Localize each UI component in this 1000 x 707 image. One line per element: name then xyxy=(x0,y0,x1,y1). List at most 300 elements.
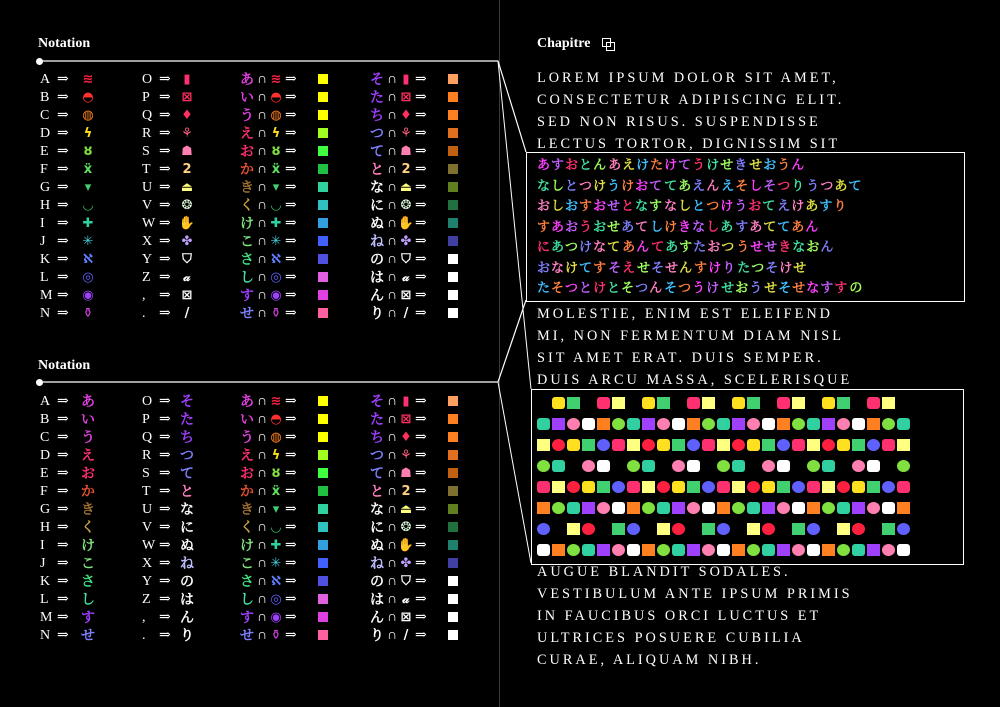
glyph-icon: ȣ xyxy=(271,144,281,159)
letter-label: T xyxy=(142,484,151,499)
kana-label: い xyxy=(240,90,254,106)
arrow-symbol: ⇒ xyxy=(57,72,69,87)
letter-label: N xyxy=(40,628,51,643)
lorem-line: CONSECTETUR ADIPISCING ELIT. xyxy=(537,92,845,108)
arrow-symbol: ⇒ xyxy=(415,448,427,463)
letter-label: W xyxy=(142,538,156,553)
letter-label: F xyxy=(40,162,48,177)
kana-label: く xyxy=(240,520,254,536)
arrow-symbol: ⇒ xyxy=(285,216,297,231)
glyph-icon: ▾ xyxy=(272,180,280,195)
section-title-2: Notation xyxy=(38,358,91,373)
kana-label: と xyxy=(370,162,384,178)
kana-label: と xyxy=(180,484,194,500)
arrow-symbol: ⇒ xyxy=(57,90,69,105)
arrow-symbol: ⇒ xyxy=(415,520,427,535)
letter-label: J xyxy=(40,556,46,571)
arrow-symbol: ⇒ xyxy=(159,394,171,409)
kana-line: おなけてす そえ せそせん すけり たつそけせ xyxy=(537,260,807,276)
arrow-symbol: ⇒ xyxy=(57,394,69,409)
glyph-icon: ⚘ xyxy=(400,126,412,141)
letter-label: S xyxy=(142,466,150,481)
cap-symbol: ∩ xyxy=(387,108,398,123)
kana-label: つ xyxy=(370,448,384,464)
glyph-icon: ♦ xyxy=(181,108,193,123)
glyph-icon: 2 xyxy=(401,162,411,177)
kana-label: う xyxy=(240,108,254,124)
kana-label: た xyxy=(180,412,194,428)
letter-label: G xyxy=(40,502,51,517)
lorem-line: MOLESTIE, ENIM EST ELEIFEND xyxy=(537,306,833,322)
glyph-icon: ✚ xyxy=(270,538,282,553)
cap-symbol: ∩ xyxy=(257,502,268,517)
arrow-symbol: ⇒ xyxy=(159,574,171,589)
glyph-icon: 𝒶 xyxy=(402,592,410,607)
glyph-icon: ⊠ xyxy=(400,412,412,427)
kana-label: は xyxy=(180,592,194,608)
glyph-icon: ❂ xyxy=(400,520,412,535)
cap-symbol: ∩ xyxy=(257,448,268,463)
kana-label: お xyxy=(81,466,95,482)
arrow-symbol: ⇒ xyxy=(285,288,297,303)
cap-symbol: ∩ xyxy=(257,252,268,267)
cap-symbol: ∩ xyxy=(387,502,398,517)
letter-label: K xyxy=(40,574,51,589)
letter-label: I xyxy=(40,216,45,231)
kana-label: そ xyxy=(370,394,384,410)
letter-label: Y xyxy=(142,252,153,267)
cap-symbol: ∩ xyxy=(387,270,398,285)
arrow-symbol: ⇒ xyxy=(57,466,69,481)
glyph-icon: ✤ xyxy=(400,234,412,249)
glyph-icon: ☗ xyxy=(400,144,412,159)
cap-symbol: ∩ xyxy=(387,72,398,87)
arrow-symbol: ⇒ xyxy=(285,628,297,643)
letter-label: D xyxy=(40,448,51,463)
arrow-symbol: ⇒ xyxy=(285,592,297,607)
glyph-icon: ϟ xyxy=(271,126,281,141)
letter-label: V xyxy=(142,198,153,213)
arrow-symbol: ⇒ xyxy=(415,144,427,159)
arrow-symbol: ⇒ xyxy=(159,592,171,607)
kana-label: え xyxy=(81,448,95,464)
glyph-icon: ⊠ xyxy=(400,610,412,625)
letter-label: E xyxy=(40,144,49,159)
arrow-symbol: ⇒ xyxy=(159,502,171,517)
arrow-symbol: ⇒ xyxy=(285,126,297,141)
lorem-line: SED NON RISUS. SUSPENDISSE xyxy=(537,114,821,130)
kana-label: と xyxy=(370,484,384,500)
glyph-icon: / xyxy=(184,306,190,321)
letter-label: P xyxy=(142,412,150,427)
arrow-symbol: ⇒ xyxy=(415,466,427,481)
glyph-icon: ⊠ xyxy=(181,288,193,303)
glyph-icon: ẍ xyxy=(271,484,281,499)
glyph-icon: ◉ xyxy=(270,610,282,625)
cap-symbol: ∩ xyxy=(387,610,398,625)
kana-label: の xyxy=(370,574,384,590)
kana-label: は xyxy=(370,592,384,608)
arrow-symbol: ⇒ xyxy=(285,72,297,87)
cap-symbol: ∩ xyxy=(387,198,398,213)
glyph-icon: ◎ xyxy=(82,270,94,285)
arrow-symbol: ⇒ xyxy=(57,180,69,195)
arrow-symbol: ⇒ xyxy=(57,162,69,177)
cap-symbol: ∩ xyxy=(387,538,398,553)
arrow-symbol: ⇒ xyxy=(159,72,171,87)
cap-symbol: ∩ xyxy=(257,556,268,571)
arrow-symbol: ⇒ xyxy=(57,144,69,159)
arrow-symbol: ⇒ xyxy=(57,484,69,499)
kana-line: なしとつけうけおて てあえん えそしそつり うつあて xyxy=(537,178,862,194)
arrow-symbol: ⇒ xyxy=(285,252,297,267)
kana-label: い xyxy=(240,412,254,428)
arrow-symbol: ⇒ xyxy=(57,306,69,321)
kana-label: な xyxy=(180,502,194,518)
kana-label: く xyxy=(81,520,95,536)
kana-label: ぬ xyxy=(370,216,384,232)
arrow-symbol: ⇒ xyxy=(159,234,171,249)
kana-label: か xyxy=(240,162,254,178)
letter-label: . xyxy=(142,306,146,321)
letter-label: O xyxy=(142,72,153,87)
arrow-symbol: ⇒ xyxy=(285,144,297,159)
glyph-icon: ◎ xyxy=(270,592,282,607)
glyph-icon: ❂ xyxy=(181,198,193,213)
letter-label: , xyxy=(142,288,146,303)
arrow-symbol: ⇒ xyxy=(285,574,297,589)
letter-label: T xyxy=(142,162,151,177)
arrow-symbol: ⇒ xyxy=(415,412,427,427)
glyph-icon: ⊠ xyxy=(400,90,412,105)
kana-label: く xyxy=(240,198,254,214)
chapter-title: Chapitre xyxy=(537,36,591,51)
arrow-symbol: ⇒ xyxy=(57,198,69,213)
cap-symbol: ∩ xyxy=(387,288,398,303)
glyph-icon: ✳ xyxy=(270,556,282,571)
letter-label: N xyxy=(40,306,51,321)
arrow-symbol: ⇒ xyxy=(57,252,69,267)
letter-label: Z xyxy=(142,592,151,607)
arrow-symbol: ⇒ xyxy=(159,306,171,321)
cap-symbol: ∩ xyxy=(257,126,268,141)
glyph-icon: ȣ xyxy=(271,466,281,481)
arrow-symbol: ⇒ xyxy=(415,288,427,303)
glyph-icon: ⏏ xyxy=(399,180,413,195)
arrow-symbol: ⇒ xyxy=(57,592,69,607)
kana-label: ち xyxy=(370,430,384,446)
kana-line: たそつとけとそつん そつうけ せおう せそせなすす の xyxy=(537,281,863,296)
letter-label: C xyxy=(40,430,50,445)
glyph-icon: ▮ xyxy=(183,72,191,87)
kana-label: そ xyxy=(370,72,384,88)
arrow-symbol: ⇒ xyxy=(57,574,69,589)
arrow-symbol: ⇒ xyxy=(57,126,69,141)
arrow-symbol: ⇒ xyxy=(159,288,171,303)
kana-label: に xyxy=(370,198,384,214)
arrow-symbol: ⇒ xyxy=(159,180,171,195)
glyph-icon: ✋ xyxy=(397,538,415,553)
kana-label: い xyxy=(81,412,95,428)
glyph-icon: ◓ xyxy=(270,90,282,105)
arrow-symbol: ⇒ xyxy=(159,216,171,231)
letter-label: Q xyxy=(142,108,153,123)
letter-label: Z xyxy=(142,270,151,285)
glyph-icon: ≋ xyxy=(270,72,282,87)
cap-symbol: ∩ xyxy=(387,466,398,481)
letter-label: U xyxy=(142,502,153,517)
arrow-symbol: ⇒ xyxy=(285,180,297,195)
arrow-symbol: ⇒ xyxy=(159,628,171,643)
letter-label: B xyxy=(40,412,50,427)
cap-symbol: ∩ xyxy=(257,412,268,427)
arrow-symbol: ⇒ xyxy=(285,484,297,499)
arrow-symbol: ⇒ xyxy=(285,198,297,213)
arrow-symbol: ⇒ xyxy=(57,270,69,285)
glyph-icon: ⊠ xyxy=(400,288,412,303)
kana-label: え xyxy=(240,448,254,464)
arrow-symbol: ⇒ xyxy=(415,484,427,499)
arrow-symbol: ⇒ xyxy=(57,520,69,535)
letter-label: M xyxy=(40,610,53,625)
letter-label: C xyxy=(40,108,50,123)
arrow-symbol: ⇒ xyxy=(415,430,427,445)
letter-label: L xyxy=(40,270,49,285)
arrow-symbol: ⇒ xyxy=(57,288,69,303)
kana-label: せ xyxy=(81,628,95,644)
letter-label: F xyxy=(40,484,48,499)
cap-symbol: ∩ xyxy=(387,520,398,535)
letter-label: K xyxy=(40,252,51,267)
glyph-icon: ▾ xyxy=(84,180,92,195)
arrow-symbol: ⇒ xyxy=(159,198,171,213)
cap-symbol: ∩ xyxy=(257,162,268,177)
lorem-line: DUIS ARCU MASSA, SCELERISQUE xyxy=(537,372,853,388)
arrow-symbol: ⇒ xyxy=(57,538,69,553)
kana-label: あ xyxy=(240,394,254,410)
glyph-icon: ⛉ xyxy=(401,252,411,267)
kana-label: う xyxy=(81,430,95,446)
kana-line: あすおとん あえけたけてうけせき せおうん xyxy=(537,158,805,173)
glyph-icon: ≋ xyxy=(82,72,94,87)
glyph-icon: ✋ xyxy=(397,216,415,231)
cap-symbol: ∩ xyxy=(387,592,398,607)
arrow-symbol: ⇒ xyxy=(285,556,297,571)
kana-label: り xyxy=(370,628,384,644)
glyph-icon: ⏏ xyxy=(399,502,413,517)
cap-symbol: ∩ xyxy=(387,90,398,105)
arrow-symbol: ⇒ xyxy=(159,430,171,445)
cap-symbol: ∩ xyxy=(387,628,398,643)
arrow-symbol: ⇒ xyxy=(57,108,69,123)
kana-label: せ xyxy=(240,306,254,322)
lorem-line: VESTIBULUM ANTE IPSUM PRIMIS xyxy=(537,586,853,602)
kana-label: ぬ xyxy=(180,538,194,554)
arrow-symbol: ⇒ xyxy=(57,502,69,517)
kana-label: つ xyxy=(180,448,194,464)
cap-symbol: ∩ xyxy=(387,180,398,195)
glyph-icon: ≋ xyxy=(270,394,282,409)
cap-symbol: ∩ xyxy=(257,198,268,213)
arrow-symbol: ⇒ xyxy=(159,484,171,499)
cap-symbol: ∩ xyxy=(257,234,268,249)
cap-symbol: ∩ xyxy=(387,144,398,159)
cap-symbol: ∩ xyxy=(387,394,398,409)
kana-label: ん xyxy=(180,610,194,626)
kana-line: にあつけなて あん てあすたおつ うせせきなおん xyxy=(537,240,834,255)
glyph-icon: ⚱ xyxy=(270,306,282,321)
arrow-symbol: ⇒ xyxy=(159,610,171,625)
arrow-symbol: ⇒ xyxy=(159,448,171,463)
kana-label: の xyxy=(370,252,384,268)
cap-symbol: ∩ xyxy=(257,216,268,231)
kana-label: き xyxy=(81,502,95,518)
cap-symbol: ∩ xyxy=(387,234,398,249)
arrow-symbol: ⇒ xyxy=(415,592,427,607)
glyph-icon: ℵ xyxy=(270,574,282,589)
kana-label: た xyxy=(370,90,384,106)
kana-label: は xyxy=(370,270,384,286)
letter-label: B xyxy=(40,90,50,105)
kana-label: さ xyxy=(240,574,254,590)
lorem-line: LOREM IPSUM DOLOR SIT AMET, xyxy=(537,70,839,86)
glyph-icon: ℵ xyxy=(82,252,94,267)
kana-label: え xyxy=(240,126,254,142)
glyph-icon: ȣ xyxy=(83,144,93,159)
cap-symbol: ∩ xyxy=(257,574,268,589)
letter-label: W xyxy=(142,216,156,231)
kana-label: ぬ xyxy=(370,538,384,554)
kana-label: か xyxy=(81,484,95,500)
letter-label: M xyxy=(40,288,53,303)
arrow-symbol: ⇒ xyxy=(159,162,171,177)
glyph-icon: ẍ xyxy=(271,162,281,177)
kana-label: し xyxy=(240,592,254,608)
arrow-symbol: ⇒ xyxy=(159,108,171,123)
glyph-icon: ⚘ xyxy=(400,448,412,463)
kana-label: う xyxy=(240,430,254,446)
glyph-icon: ☗ xyxy=(181,144,193,159)
kana-label: け xyxy=(81,538,95,554)
glyph-icon: ✳ xyxy=(82,234,94,249)
glyph-icon: ◎ xyxy=(270,270,282,285)
kana-label: な xyxy=(370,502,384,518)
cap-symbol: ∩ xyxy=(257,628,268,643)
glyph-icon: ◍ xyxy=(270,108,282,123)
arrow-symbol: ⇒ xyxy=(57,412,69,427)
letter-label: P xyxy=(142,90,150,105)
glyph-icon: / xyxy=(403,628,409,643)
kana-label: ち xyxy=(370,108,384,124)
arrow-symbol: ⇒ xyxy=(57,556,69,571)
cap-symbol: ∩ xyxy=(257,144,268,159)
letter-label: H xyxy=(40,198,51,213)
glyph-icon: 𝒶 xyxy=(402,270,410,285)
arrow-symbol: ⇒ xyxy=(415,502,427,517)
kana-label: ち xyxy=(180,430,194,446)
arrow-symbol: ⇒ xyxy=(159,520,171,535)
arrow-symbol: ⇒ xyxy=(415,306,427,321)
cap-symbol: ∩ xyxy=(257,520,268,535)
glyph-icon: ✳ xyxy=(270,234,282,249)
letter-label: A xyxy=(40,394,51,409)
arrow-symbol: ⇒ xyxy=(415,126,427,141)
letter-label: A xyxy=(40,72,51,87)
glyph-icon: 2 xyxy=(401,484,411,499)
cap-symbol: ∩ xyxy=(257,180,268,195)
letter-label: D xyxy=(40,126,51,141)
arrow-symbol: ⇒ xyxy=(159,466,171,481)
cap-symbol: ∩ xyxy=(257,430,268,445)
arrow-symbol: ⇒ xyxy=(415,270,427,285)
kana-label: し xyxy=(240,270,254,286)
arrow-symbol: ⇒ xyxy=(415,538,427,553)
cap-symbol: ∩ xyxy=(257,538,268,553)
arrow-symbol: ⇒ xyxy=(285,270,297,285)
arrow-symbol: ⇒ xyxy=(285,162,297,177)
kana-label: て xyxy=(370,144,384,160)
cap-symbol: ∩ xyxy=(257,592,268,607)
glyph-icon: 2 xyxy=(182,162,192,177)
kana-label: せ xyxy=(240,628,254,644)
lorem-line: AUGUE BLANDIT SODALES. xyxy=(537,564,791,580)
cap-symbol: ∩ xyxy=(257,90,268,105)
glyph-icon: ▮ xyxy=(402,72,410,87)
letter-label: J xyxy=(40,234,46,249)
kana-label: り xyxy=(180,628,194,644)
arrow-symbol: ⇒ xyxy=(159,252,171,267)
cap-symbol: ∩ xyxy=(387,484,398,499)
glyph-icon: ⚱ xyxy=(82,306,94,321)
kana-label: こ xyxy=(240,556,254,572)
arrow-symbol: ⇒ xyxy=(285,234,297,249)
kana-label: こ xyxy=(81,556,95,572)
glyph-icon: 𝒶 xyxy=(183,270,191,285)
cap-symbol: ∩ xyxy=(387,430,398,445)
glyph-icon: ✤ xyxy=(181,234,193,249)
kana-line: すあおうおせあて しけきなしあ すあててあん xyxy=(537,219,819,235)
cap-symbol: ∩ xyxy=(257,394,268,409)
glyph-icon: ⊠ xyxy=(181,90,193,105)
glyph-icon: ℵ xyxy=(270,252,282,267)
kana-label: か xyxy=(240,484,254,500)
letter-label: H xyxy=(40,520,51,535)
arrow-symbol: ⇒ xyxy=(285,430,297,445)
glyph-icon: ✚ xyxy=(270,216,282,231)
letter-label: X xyxy=(142,556,153,571)
kana-label: す xyxy=(81,610,95,626)
arrow-symbol: ⇒ xyxy=(159,144,171,159)
letter-label: L xyxy=(40,592,49,607)
arrow-symbol: ⇒ xyxy=(285,394,297,409)
kana-label: ね xyxy=(370,556,384,572)
arrow-symbol: ⇒ xyxy=(57,628,69,643)
glyph-icon: ẍ xyxy=(83,162,93,177)
letter-label: I xyxy=(40,538,45,553)
kana-label: け xyxy=(240,538,254,554)
kana-label: あ xyxy=(240,72,254,88)
glyph-icon: ⛉ xyxy=(182,252,192,267)
kana-label: お xyxy=(240,466,254,482)
arrow-symbol: ⇒ xyxy=(285,108,297,123)
kana-label: き xyxy=(240,502,254,518)
cap-symbol: ∩ xyxy=(257,72,268,87)
cap-symbol: ∩ xyxy=(387,448,398,463)
arrow-symbol: ⇒ xyxy=(57,610,69,625)
glyph-icon: ◉ xyxy=(82,288,94,303)
kana-label: さ xyxy=(81,574,95,590)
lorem-line: MI, NON FERMENTUM DIAM NISL xyxy=(537,328,844,344)
